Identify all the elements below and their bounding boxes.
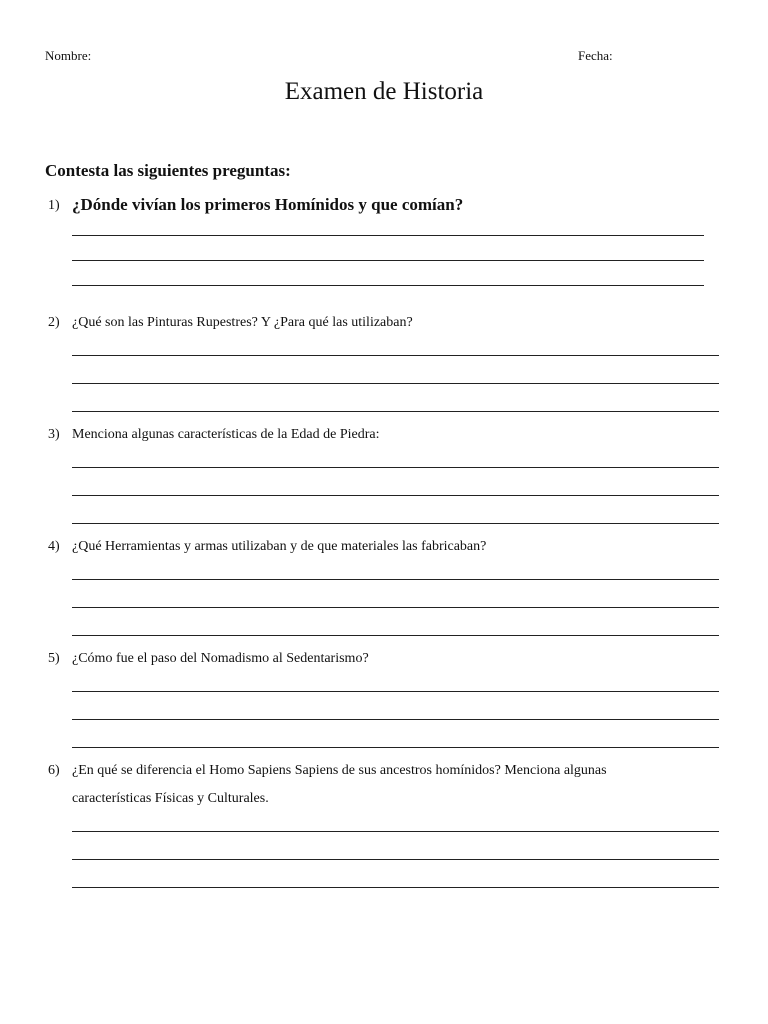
question-1-number: 1) [48, 198, 60, 213]
question-4-number: 4) [48, 539, 60, 554]
question-3-text: Menciona algunas características de la Edad de Piedra: [72, 427, 380, 442]
answer-line-q6-1[interactable] [72, 831, 719, 832]
answer-line-q6-3[interactable] [72, 887, 719, 888]
answer-line-q6-2[interactable] [72, 859, 719, 860]
answer-line-q4-2[interactable] [72, 607, 719, 608]
answer-line-q2-3[interactable] [72, 411, 719, 412]
instructions: Contesta las siguientes preguntas: [45, 161, 291, 180]
question-6-text-line-2: características Físicas y Culturales. [72, 791, 269, 806]
answer-line-q1-2[interactable] [72, 260, 704, 261]
question-5-text: ¿Cómo fue el paso del Nomadismo al Sedentarismo? [72, 651, 369, 666]
question-3-number: 3) [48, 427, 60, 442]
question-1-text: ¿Dónde vivían los primeros Homínidos y que comían? [72, 195, 464, 214]
answer-line-q3-3[interactable] [72, 523, 719, 524]
question-2-number: 2) [48, 315, 60, 330]
question-4-text: ¿Qué Herramientas y armas utilizaban y de que materiales las fabricaban? [72, 539, 487, 554]
answer-line-q2-1[interactable] [72, 355, 719, 356]
page-title: Examen de Historia [284, 78, 484, 105]
answer-line-q2-2[interactable] [72, 383, 719, 384]
question-6-number: 6) [48, 763, 60, 778]
answer-line-q5-1[interactable] [72, 691, 719, 692]
question-5-number: 5) [48, 651, 60, 666]
question-6-text-line-1: ¿En qué se diferencia el Homo Sapiens Sapiens de sus ancestros homínidos? Menciona algunas [72, 763, 607, 778]
question-2-text: ¿Qué son las Pinturas Rupestres? Y ¿Para qué las utilizaban? [72, 315, 413, 330]
answer-line-q3-1[interactable] [72, 467, 719, 468]
answer-line-q5-3[interactable] [72, 747, 719, 748]
name-label: Nombre: [45, 48, 92, 63]
answer-line-q4-3[interactable] [72, 635, 719, 636]
answer-line-q4-1[interactable] [72, 579, 719, 580]
answer-line-q1-1[interactable] [72, 235, 704, 236]
answer-line-q5-2[interactable] [72, 719, 719, 720]
answer-line-q1-3[interactable] [72, 285, 704, 286]
date-label: Fecha: [578, 48, 613, 63]
answer-line-q3-2[interactable] [72, 495, 719, 496]
